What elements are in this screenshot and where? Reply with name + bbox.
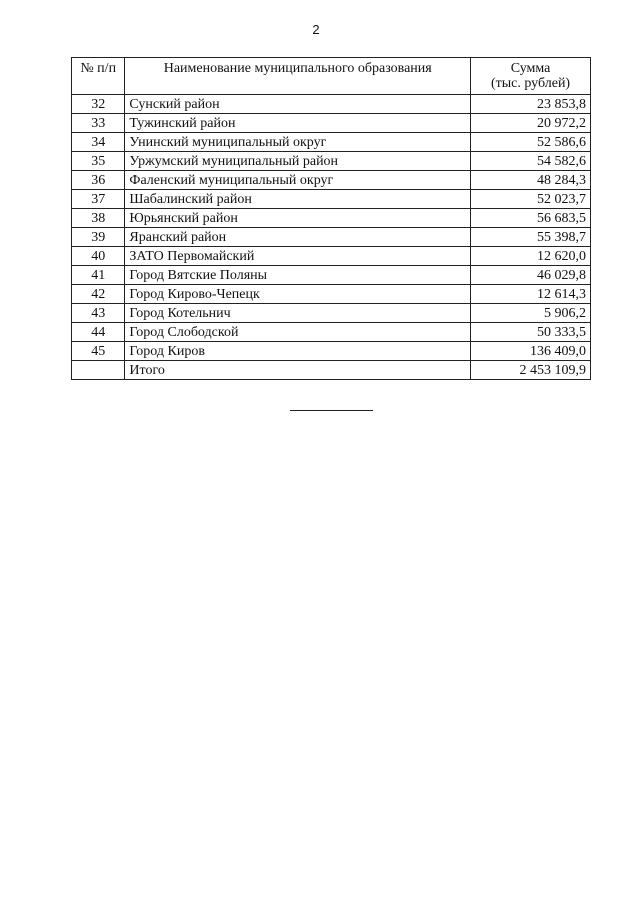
header-num: № п/п [72,58,125,95]
row-name: Унинский муниципальный округ [125,133,471,152]
row-name: Шабалинский район [125,190,471,209]
row-number: 44 [72,323,125,342]
row-name: Город Киров [125,342,471,361]
row-number: 34 [72,133,125,152]
row-sum: 12 614,3 [471,285,591,304]
separator-line [290,410,373,411]
table-row [72,171,591,190]
row-sum: 56 683,5 [471,209,591,228]
table-row [72,114,591,133]
row-name: Город Котельнич [125,304,471,323]
row-number: 41 [72,266,125,285]
row-sum: 46 029,8 [471,266,591,285]
row-number: 36 [72,171,125,190]
row-number: 39 [72,228,125,247]
row-sum: 52 586,6 [471,133,591,152]
total-num-cell [72,361,125,380]
header-sum-line2: (тыс. рублей) [490,76,571,91]
row-name: ЗАТО Первомайский [125,247,471,266]
table-body [72,95,591,361]
row-name: Юрьянский район [125,209,471,228]
row-number: 43 [72,304,125,323]
table-row [72,152,591,171]
row-number: 40 [72,247,125,266]
page-number: 2 [312,22,320,37]
table-row [72,209,591,228]
total-row [72,361,591,380]
table-row [72,247,591,266]
row-number: 35 [72,152,125,171]
table-row [72,323,591,342]
row-number: 38 [72,209,125,228]
header-sum-line1: Сумма [510,61,551,76]
table-row [72,95,591,114]
row-sum: 5 906,2 [471,304,591,323]
row-sum: 50 333,5 [471,323,591,342]
table-row [72,266,591,285]
total-sum: 2 453 109,9 [471,361,591,380]
row-name: Город Вятские Поляны [125,266,471,285]
row-sum: 12 620,0 [471,247,591,266]
row-number: 45 [72,342,125,361]
table-header-row [72,58,591,95]
row-number: 42 [72,285,125,304]
row-sum: 54 582,6 [471,152,591,171]
row-sum: 136 409,0 [471,342,591,361]
row-name: Город Кирово-Чепецк [125,285,471,304]
header-sum [471,58,591,95]
row-name: Фаленский муниципальный округ [125,171,471,190]
row-number: 32 [72,95,125,114]
row-sum: 20 972,2 [471,114,591,133]
total-label: Итого [125,361,471,380]
row-number: 37 [72,190,125,209]
table-row [72,133,591,152]
municipal-sums-table [71,57,591,380]
row-sum: 55 398,7 [471,228,591,247]
row-name: Уржумский муниципальный район [125,152,471,171]
table-row [72,228,591,247]
row-name: Яранский район [125,228,471,247]
table-row [72,304,591,323]
row-sum: 48 284,3 [471,171,591,190]
table-row [72,342,591,361]
row-sum: 52 023,7 [471,190,591,209]
header-name: Наименование муниципального образования [125,58,471,95]
table-row [72,285,591,304]
row-number: 33 [72,114,125,133]
table-row [72,190,591,209]
row-name: Тужинский район [125,114,471,133]
row-name: Сунский район [125,95,471,114]
row-name: Город Слободской [125,323,471,342]
row-sum: 23 853,8 [471,95,591,114]
